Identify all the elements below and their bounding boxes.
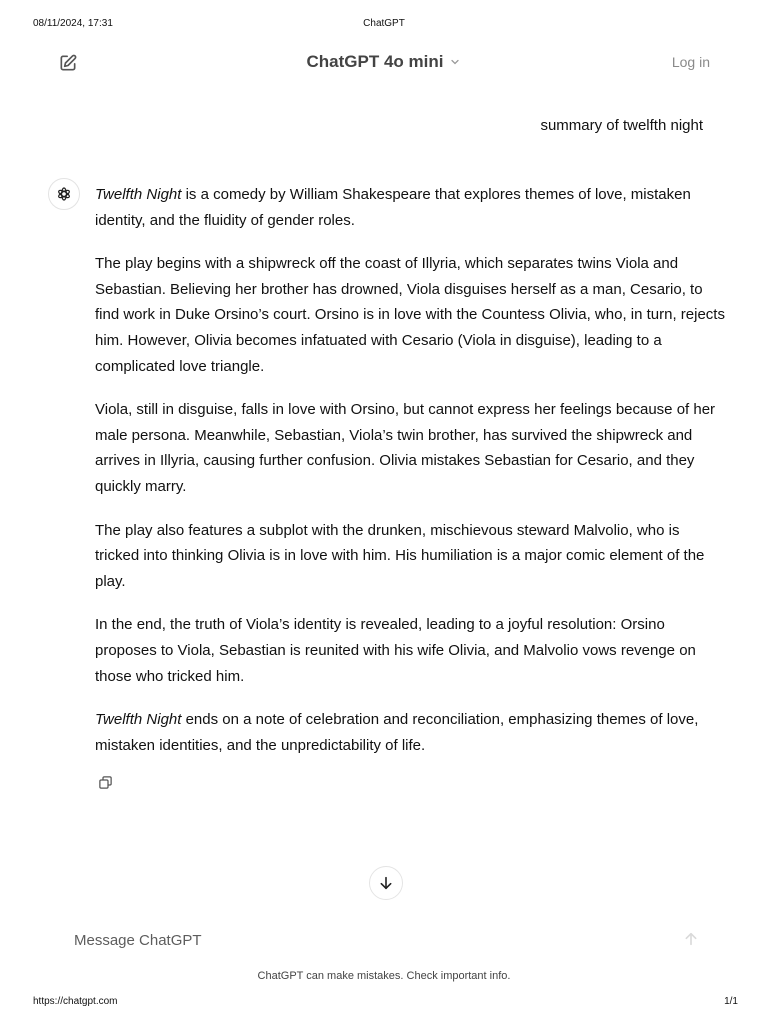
print-url: https://chatgpt.com <box>33 996 118 1007</box>
answer-paragraph: In the end, the truth of Viola’s identity is revealed, leading to a joyful resolution: Orsino proposes to Viola, Sebastian is reunited with his wife Olivia, and Malvolio vows revenge on those who tricked him. <box>95 616 696 685</box>
model-switcher <box>0 52 768 72</box>
openai-logo-icon <box>55 185 73 203</box>
answer-paragraph: The play begins with a shipwreck off the coast of Illyria, which separates twins Viola and Sebastian. Believing her brother has drowned, Viola disguises herself as a man, Cesario, to find work in Duke Orsino’s court. Orsino is in love with the Countess Olivia, who, in turn, rejects him. However, Olivia becomes infatuated with Cesario (Viola in disguise), leading to a complicated love triangle. <box>95 255 725 375</box>
composer <box>60 920 720 958</box>
answer-paragraph <box>95 707 725 758</box>
print-datetime: 08/11/2024, 17:31 <box>33 18 113 29</box>
copy-icon <box>98 775 113 790</box>
print-page-number: 1/1 <box>724 996 738 1007</box>
edit-icon <box>58 53 78 73</box>
assistant-message <box>95 182 725 776</box>
chevron-down-icon <box>449 56 461 68</box>
print-header <box>0 18 768 32</box>
top-bar <box>0 44 768 82</box>
message-input[interactable] <box>60 920 676 960</box>
arrow-up-icon <box>683 931 699 947</box>
new-chat-button[interactable] <box>55 50 81 76</box>
disclaimer: ChatGPT can make mistakes. Check important info. <box>257 970 511 982</box>
answer-paragraph: Viola, still in disguise, falls in love with Orsino, but cannot express her feelings because of her male persona. Meanwhile, Sebastian, Viola’s twin brother, has survived the shipwreck and arrives in Illyria, causing further confusion. Olivia mistakes Sebastian for Cesario, and they quickly marry. <box>95 401 716 495</box>
user-message: summary of twelfth night <box>540 117 703 134</box>
copy-button[interactable] <box>95 772 115 792</box>
arrow-down-icon <box>378 875 394 891</box>
scroll-to-bottom-button[interactable] <box>369 866 403 900</box>
answer-paragraph: The play also features a subplot with the drunken, mischievous steward Malvolio, who is tricked into thinking Olivia is in love with him. His humiliation is a major comic element of the play. <box>95 521 705 590</box>
answer-paragraph <box>95 182 725 233</box>
assistant-avatar <box>48 178 80 210</box>
model-label: ChatGPT 4o mini <box>306 52 444 71</box>
paragraph-text: is a comedy by William Shakespeare that explores themes of love, mistaken identity, and the fluidity of gender roles. <box>95 186 691 229</box>
model-switcher-button[interactable] <box>307 52 462 72</box>
paragraph-text: ends on a note of celebration and reconciliation, emphasizing themes of love, mistaken identities, and the unpredictability of life. <box>95 711 699 754</box>
play-title: Twelfth Night <box>95 186 182 203</box>
play-title: Twelfth Night <box>95 711 182 729</box>
print-footer <box>0 996 768 1010</box>
send-button[interactable] <box>680 928 702 950</box>
print-page-title: ChatGPT <box>363 18 405 29</box>
login-button[interactable]: Log in <box>671 54 710 70</box>
